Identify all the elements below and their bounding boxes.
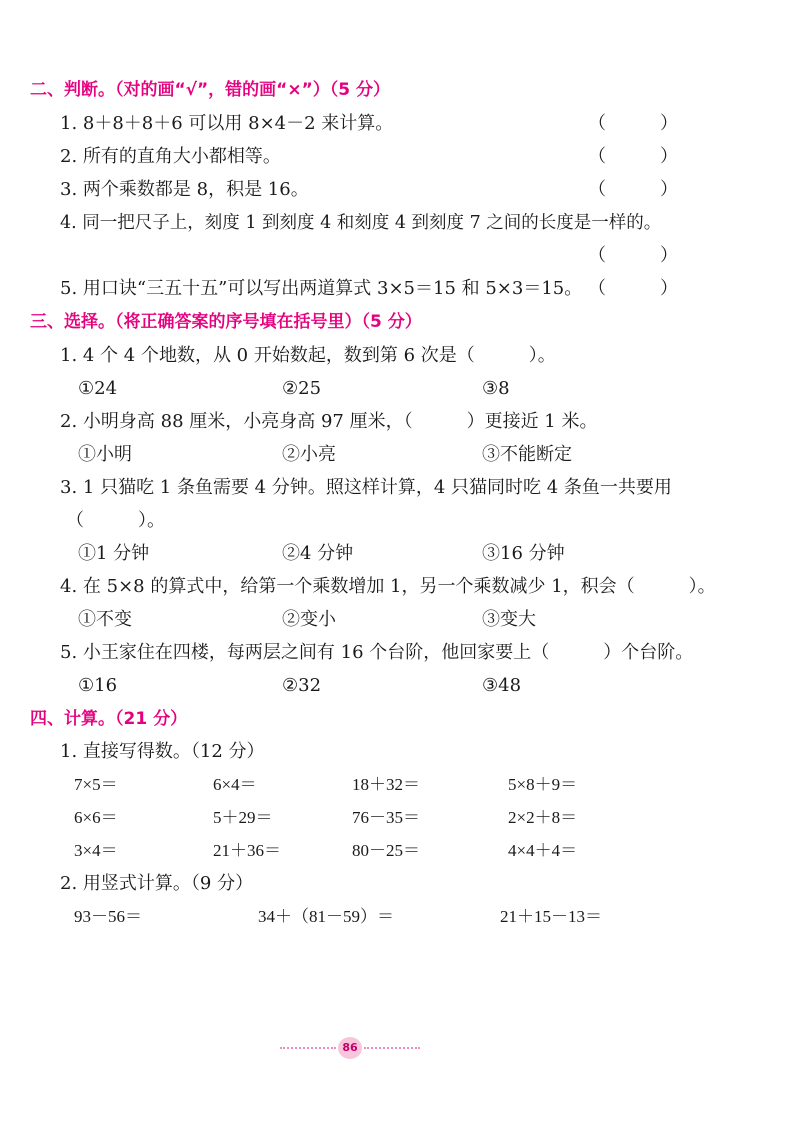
q1-option-b[interactable]: ②25 — [282, 378, 322, 399]
oral-calc-item[interactable]: 2×2＋8＝ — [508, 808, 578, 827]
choice-question-5: 5. 小王家住在四楼，每两层之间有 16 个台阶，他回家要上（ ）个台阶。 — [60, 642, 694, 663]
q5-option-a[interactable]: ①16 — [78, 675, 118, 696]
answer-paren-3[interactable]: （ ） — [588, 179, 678, 200]
q4-option-b[interactable]: ②变小 — [282, 609, 336, 630]
section-2-heading: 二、判断。（对的画“√”，错的画“×”）（5 分） — [30, 80, 391, 100]
oral-calc-item[interactable]: 5×8＋9＝ — [508, 775, 578, 794]
judge-item-1: 1. 8＋8＋8＋6 可以用 8×4－2 来计算。 — [60, 113, 394, 134]
vertical-calc-item-1[interactable]: 93－56＝ — [74, 907, 142, 926]
vertical-calc-item-3[interactable]: 21＋15－13＝ — [500, 907, 602, 926]
oral-calc-item[interactable]: 6×4＝ — [213, 775, 257, 794]
answer-paren-1[interactable]: （ ） — [588, 113, 678, 134]
q4-option-a[interactable]: ①不变 — [78, 609, 132, 630]
choice-question-3: 3. 1 只猫吃 1 条鱼需要 4 分钟。照这样计算，4 只猫同时吃 4 条鱼一共要用 — [60, 477, 672, 498]
page-number: 86 — [338, 1037, 362, 1059]
choice-question-2: 2. 小明身高 88 厘米，小亮身高 97 厘米，（ ）更接近 1 米。 — [60, 411, 598, 432]
calc-subheading-1: 1. 直接写得数。（12 分） — [60, 741, 265, 762]
oral-calc-item[interactable]: 76－35＝ — [352, 808, 420, 827]
q2-option-c[interactable]: ③不能断定 — [482, 444, 572, 465]
oral-calc-item[interactable]: 4×4＋4＝ — [508, 841, 578, 860]
oral-calc-item[interactable]: 5＋29＝ — [213, 808, 273, 827]
section-4-heading: 四、计算。（21 分） — [30, 709, 188, 729]
q3-option-a[interactable]: ①1 分钟 — [78, 543, 150, 564]
choice-question-4: 4. 在 5×8 的算式中，给第一个乘数增加 1，另一个乘数减少 1，积会（ ）。 — [60, 576, 716, 597]
calc-subheading-2: 2. 用竖式计算。（9 分） — [60, 873, 254, 894]
choice-question-3-answer-paren[interactable]: （ ）。 — [66, 510, 165, 531]
q5-option-c[interactable]: ③48 — [482, 675, 522, 696]
q3-option-b[interactable]: ②4 分钟 — [282, 543, 354, 564]
oral-calc-item[interactable]: 80－25＝ — [352, 841, 420, 860]
q1-option-c[interactable]: ③8 — [482, 378, 510, 399]
footer-divider-right — [364, 1047, 420, 1049]
vertical-calc-item-2[interactable]: 34＋（81－59）＝ — [258, 907, 394, 926]
answer-paren-5[interactable]: （ ） — [588, 278, 678, 299]
q2-option-a[interactable]: ①小明 — [78, 444, 132, 465]
page-footer — [280, 1037, 420, 1059]
oral-calc-item[interactable]: 21＋36＝ — [213, 841, 281, 860]
choice-question-1: 1. 4 个 4 个地数，从 0 开始数起，数到第 6 次是（ ）。 — [60, 345, 556, 366]
section-3-heading: 三、选择。（将正确答案的序号填在括号里）（5 分） — [30, 312, 422, 332]
q4-option-c[interactable]: ③变大 — [482, 609, 536, 630]
q5-option-b[interactable]: ②32 — [282, 675, 322, 696]
judge-item-2: 2. 所有的直角大小都相等。 — [60, 146, 281, 167]
oral-calc-item[interactable]: 3×4＝ — [74, 841, 118, 860]
q1-option-a[interactable]: ①24 — [78, 378, 118, 399]
footer-divider-left — [280, 1047, 336, 1049]
judge-item-5: 5. 用口诀“三五十五”可以写出两道算式 3×5＝15 和 5×3＝15。 — [60, 278, 583, 299]
judge-item-3: 3. 两个乘数都是 8，积是 16。 — [60, 179, 309, 200]
q3-option-c[interactable]: ③16 分钟 — [482, 543, 565, 564]
judge-item-4: 4. 同一把尺子上，刻度 1 到刻度 4 和刻度 4 到刻度 7 之间的长度是一样的。 — [60, 213, 662, 233]
oral-calc-item[interactable]: 18＋32＝ — [352, 775, 420, 794]
oral-calc-item[interactable]: 6×6＝ — [74, 808, 118, 827]
answer-paren-4[interactable]: （ ） — [588, 245, 678, 266]
oral-calc-item[interactable]: 7×5＝ — [74, 775, 118, 794]
q2-option-b[interactable]: ②小亮 — [282, 444, 336, 465]
answer-paren-2[interactable]: （ ） — [588, 146, 678, 167]
